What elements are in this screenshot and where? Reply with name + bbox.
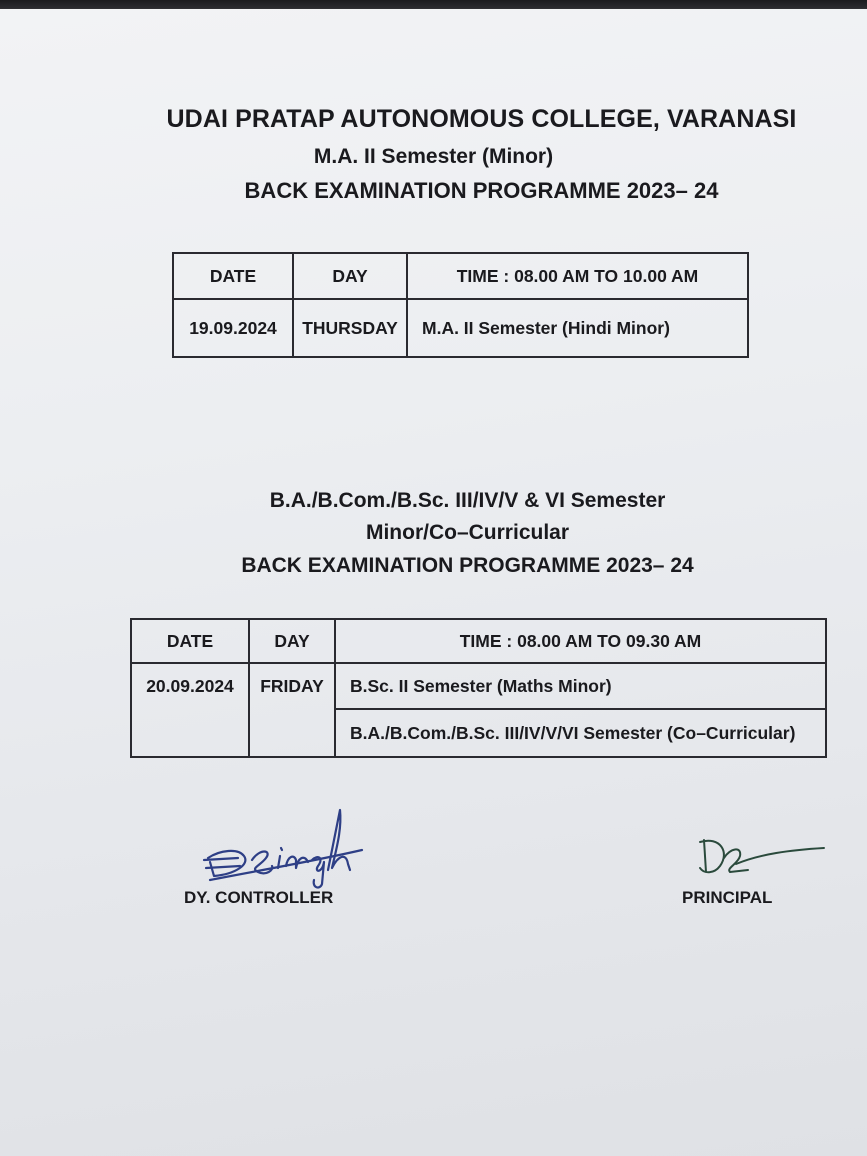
- table-row: [173, 299, 748, 357]
- exam-date: 20.09.2024: [131, 663, 249, 709]
- schedule-table-ma: [172, 252, 749, 358]
- section2-course: B.A./B.Com./B.Sc. III/IV/V & VI Semester: [269, 489, 666, 512]
- section2-programme: BACK EXAMINATION PROGRAMME 2023– 24: [241, 554, 694, 577]
- exam-paper: B.A./B.Com./B.Sc. III/IV/V/VI Semester (Co–Curricular): [335, 709, 826, 757]
- section2-subtitle: Minor/Co–Curricular: [365, 521, 570, 544]
- table-header-row: [173, 253, 748, 299]
- col-date-header: DATE: [131, 619, 249, 663]
- exam-date: 19.09.2024: [173, 299, 293, 357]
- table-row: [131, 663, 826, 709]
- col-time-header: TIME : 08.00 AM TO 09.30 AM: [335, 619, 826, 663]
- principal-label: PRINCIPAL: [682, 888, 773, 907]
- col-time-header: TIME : 08.00 AM TO 10.00 AM: [407, 253, 748, 299]
- exam-paper: B.Sc. II Semester (Maths Minor): [335, 663, 826, 709]
- college-name: UDAI PRATAP AUTONOMOUS COLLEGE, VARANASI: [166, 105, 797, 133]
- schedule-table-ug: [130, 618, 827, 758]
- dy-controller-signature: [200, 800, 370, 890]
- exam-day: FRIDAY: [249, 663, 335, 709]
- course-title: M.A. II Semester (Minor): [313, 145, 554, 168]
- principal-signature: [690, 828, 830, 888]
- table-row: [131, 709, 826, 757]
- exam-day: THURSDAY: [293, 299, 407, 357]
- dy-controller-label: DY. CONTROLLER: [184, 888, 334, 907]
- table-header-row: [131, 619, 826, 663]
- programme-title: BACK EXAMINATION PROGRAMME 2023– 24: [244, 178, 719, 203]
- col-date-header: DATE: [173, 253, 293, 299]
- col-day-header: DAY: [249, 619, 335, 663]
- exam-date-continued: [131, 709, 249, 757]
- col-day-header: DAY: [293, 253, 407, 299]
- exam-day-continued: [249, 709, 335, 757]
- exam-paper: M.A. II Semester (Hindi Minor): [407, 299, 748, 357]
